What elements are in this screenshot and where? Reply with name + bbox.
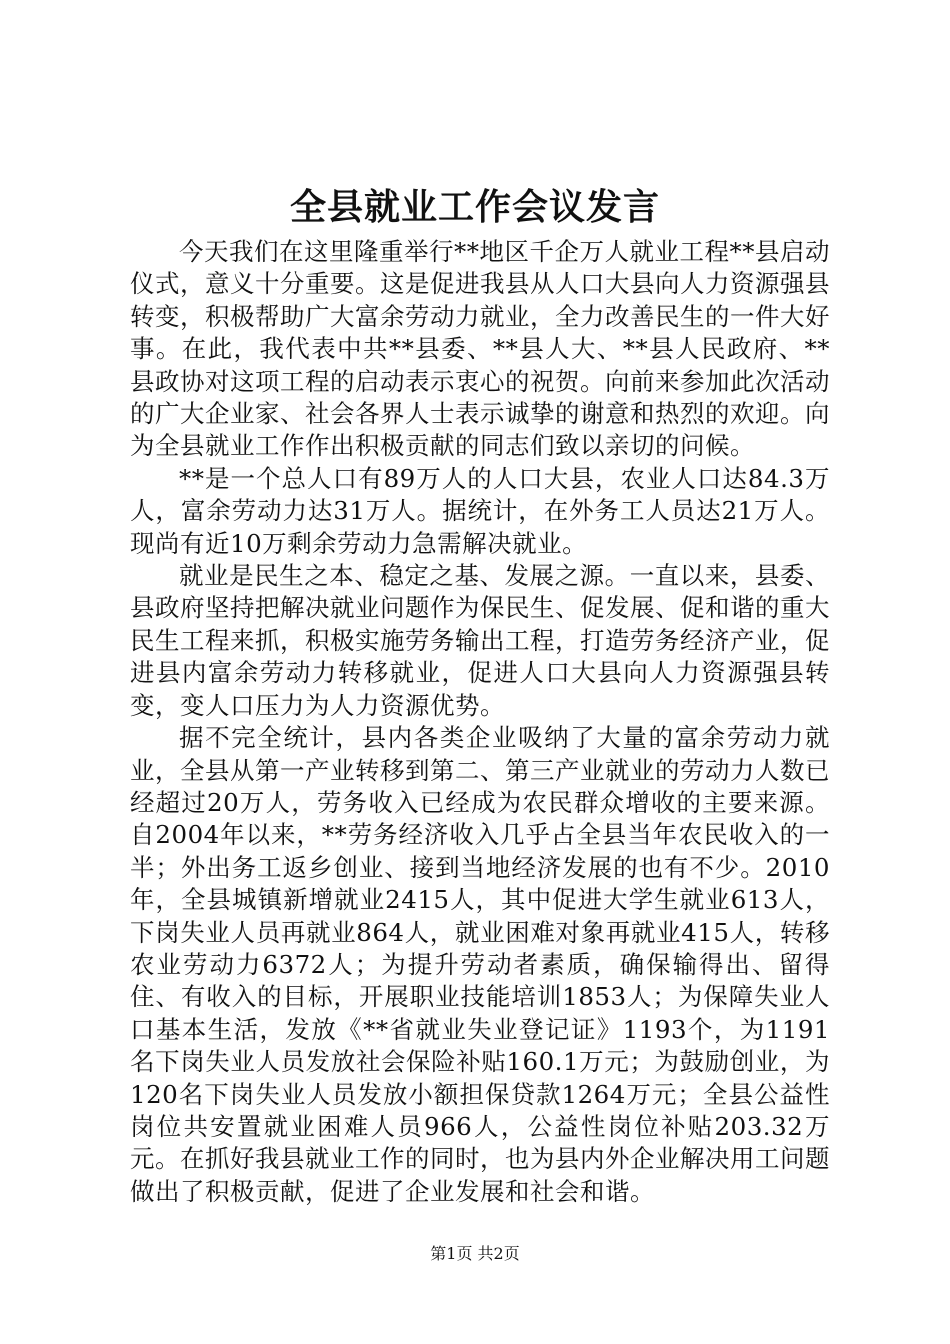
document-title: 全县就业工作会议发言 xyxy=(289,187,660,228)
paragraph-2: **是一个总人口有89万人的人口大县，农业人口达84.3万人，富余劳动力达31万人。据统计，在外务工人员达21万人。现尚有近10万剩余劳动力急需解决就业。 xyxy=(130,463,830,558)
page-footer: 第1页 共2页 xyxy=(430,1244,520,1263)
document-body xyxy=(130,236,830,1208)
paragraph-4: 据不完全统计，县内各类企业吸纳了大量的富余劳动力就业，全县从第一产业转移到第二、第三产业就业的劳动力人数已经超过20万人，劳务收入已经成为农民群众增收的主要来源。自2004年以来，**劳务经济收入几乎占全县当年农民收入的一半；外出务工返乡创业、接到当地经济发展的也有不少。2010年，全县城镇新增就业2415人，其中促进大学生就业613人，下岗失业人员再就业864人，就业困难对象再就业415人，转移农业劳动力6372人；为提升劳动者素质，确保输得出、留得住、有收入的目标，开展职业技能培训1853人；为保障失业人口基本生活，发放《**省就业失业登记证》1193个，为1191名下岗失业人员发放社会保险补贴160.1万元；为鼓励创业，为120名下岗失业人员发放小额担保贷款1264万元；全县公益性岗位共安置就业困难人员966人，公益性岗位补贴203.32万元。在抓好我县就业工作的同时，也为县内外企业解决用工问题做出了积极贡献，促进了企业发展和社会和谐。 xyxy=(130,723,830,1206)
paragraph-3: 就业是民生之本、稳定之基、发展之源。一直以来，县委、县政府坚持把解决就业问题作为保民生、促发展、促和谐的重大民生工程来抓，积极实施劳务输出工程，打造劳务经济产业，促进县内富余劳动力转移就业，促进人口大县向人力资源强县转变，变人口压力为人力资源优势。 xyxy=(130,561,830,720)
paragraph-1: 今天我们在这里隆重举行**地区千企万人就业工程**县启动仪式，意义十分重要。这是促进我县从人口大县向人力资源强县转变，积极帮助广大富余劳动力就业，全力改善民生的一件大好事。在此，我代表中共**县委、**县人大、**县人民政府、**县政协对这项工程的启动表示衷心的祝贺。向前来参加此次活动的广大企业家、社会各界人士表示诚挚的谢意和热烈的欢迎。向为全县就业工作作出积极贡献的同志们致以亲切的问候。 xyxy=(130,237,830,461)
